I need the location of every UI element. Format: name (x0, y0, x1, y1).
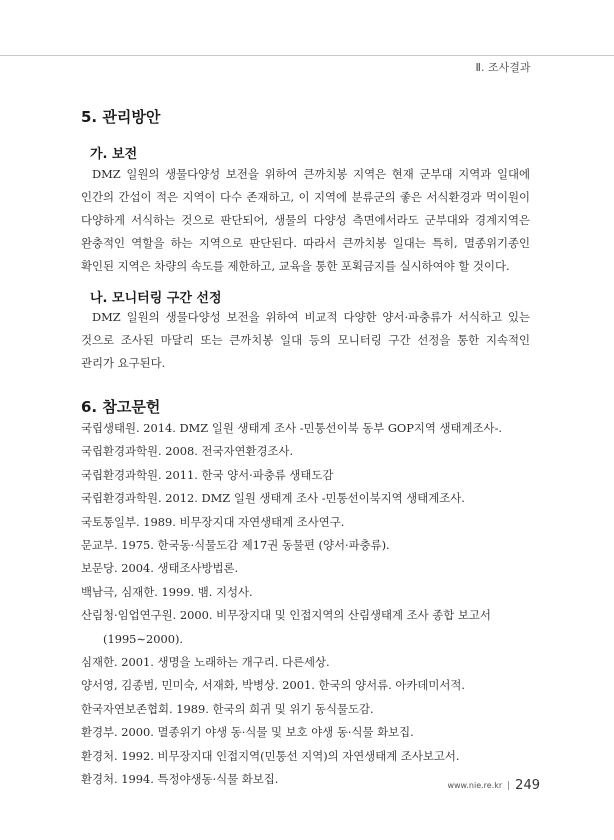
subsection-title-monitoring: 나. 모니터링 구간 선정 (90, 291, 222, 306)
reference-item: 한국자연보존협회. 1989. 한국의 희귀 및 위기 동식물도감. (81, 701, 374, 716)
top-margin (0, 0, 614, 55)
page-number: 249 (515, 778, 540, 793)
monitoring-paragraph: DMZ 일원의 생물다양성 보전을 위하여 비교적 다양한 양서·파충류가 서식하고 있는 것으로 조사된 마달리 또는 큰까치봉 일대 등의 모니터링 구간 선정을 통한 지속적인 관리가 요구된다. (81, 310, 530, 370)
reference-item: 백남극, 심재한. 1999. 뱀. 지성사. (81, 584, 253, 599)
reference-item: 국립환경과학원. 2008. 전국자연환경조사. (81, 444, 294, 459)
reference-item: 국립환경과학원. 2012. DMZ 일원 생태계 조사 -민통선이북지역 생태계조사. (81, 491, 465, 506)
chapter-label: Ⅱ. 조사결과 (475, 61, 531, 74)
reference-item: 환경처. 1994. 특정야생동·식물 화보집. (81, 772, 279, 787)
chapter-header (472, 56, 614, 78)
subsection-title-conservation: 가. 보전 (90, 147, 138, 162)
reference-item: 양서영, 김종범, 민미숙, 서재화, 박병상. 2001. 한국의 양서류. 아카데미서적. (81, 678, 466, 693)
reference-item: 국립환경과학원. 2011. 한국 양서·파충류 생태도감 (81, 467, 334, 482)
reference-item: 국토통일부. 1989. 비무장지대 자연생태계 조사연구. (81, 514, 345, 529)
section-title-management: 5. 관리방안 (81, 108, 161, 126)
reference-item: 문교부. 1975. 한국동·식물도감 제17권 동물편 (양서·파충류). (81, 538, 390, 553)
section-title-references: 6. 참고문헌 (81, 398, 161, 416)
conservation-paragraph: DMZ 일원의 생물다양성 보전을 위하여 큰까치봉 지역은 현재 군부대 지역과 일대에 인간의 간섭이 적은 지역이 다수 존재하고, 이 지역에 분류군의 좋은 서식환경과 먹이원이 다양하게 서식하는 것으로 판단되어, 생물의 다양성 측면에서라도 군부대와 경계지역은 완충적인 역할을 하는 지역으로 판단된다. 따라서 큰까치봉 일대는 특히, 멸종위기종인 확인된 지역은 차량의 속도를 제한하고, 교육을 통한 포획금지를 실시하여야 할 것이다. (81, 167, 530, 273)
footer-separator (508, 781, 509, 790)
reference-item: 심재한. 2001. 생명을 노래하는 개구리. 다른세상. (81, 655, 330, 670)
reference-item: 보문당. 2004. 생태조사방법론. (81, 561, 239, 576)
reference-item: 국립생태원. 2014. DMZ 일원 생태계 조사 -민통선이북 동부 GOP지역 생태계조사-. (81, 421, 503, 435)
reference-list (81, 417, 541, 792)
page-footer (440, 778, 540, 793)
footer-url: www.nie.re.kr (447, 781, 503, 790)
reference-item: 환경부. 2000. 멸종위기 야생 동·식물 및 보호 야생 동·식물 화보집. (81, 725, 414, 740)
reference-item: 산림청·임업연구원. 2000. 비무장지대 및 인접지역의 산림생태계 조사 종합 보고서 (1995∼2000). (81, 608, 491, 646)
reference-item: 환경처. 1992. 비무장지대 인접지역(민통선 지역)의 자연생태계 조사보고서. (81, 748, 460, 763)
